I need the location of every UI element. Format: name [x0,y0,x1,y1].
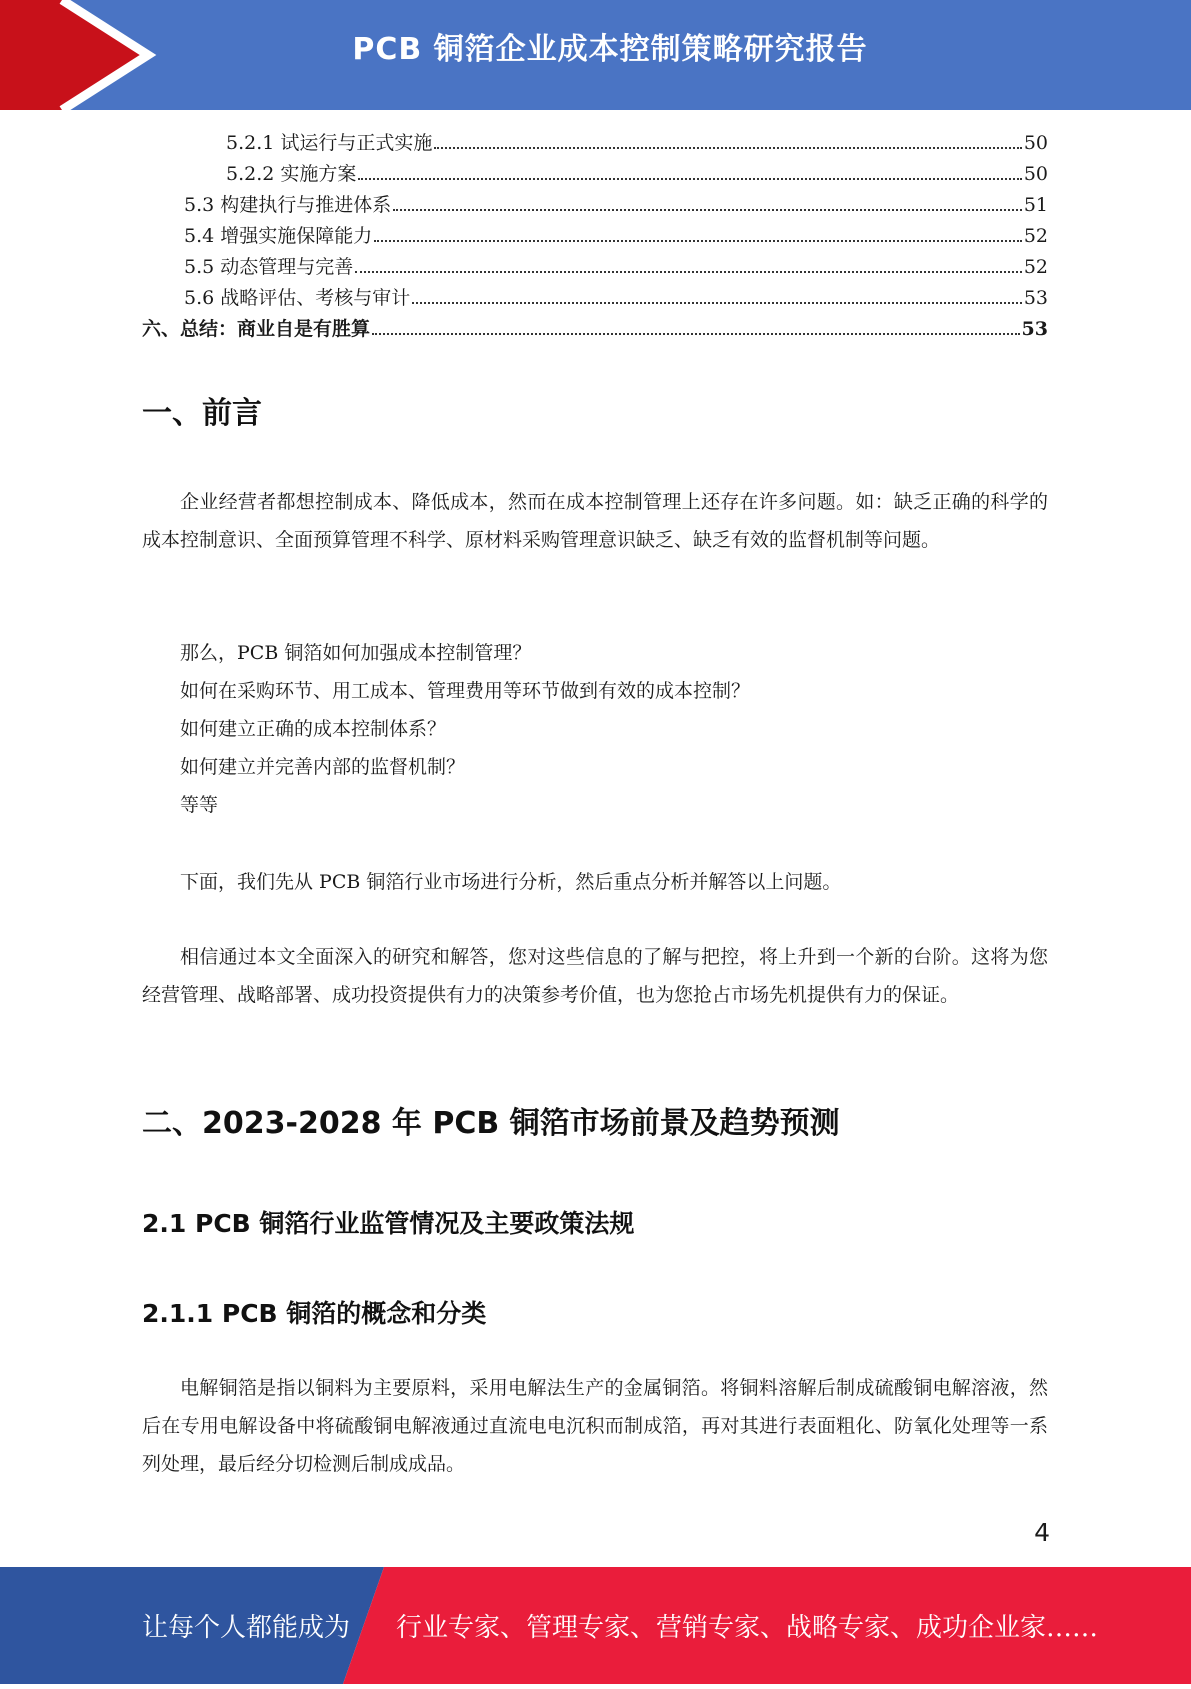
toc-leader-dots [358,178,1021,180]
toc-entry[interactable] [142,221,1048,252]
toc-entry-title: 六、总结：商业自是有胜算 [142,318,371,340]
page-footer [0,1567,1191,1684]
page-number: 4 [1034,1518,1050,1547]
toc-entry-page: 53 [1021,318,1048,340]
toc-entry-title: 5.2.1 试运行与正式实施 [226,132,433,154]
question-list [142,634,1048,824]
toc-leader-dots [393,209,1022,211]
toc-entry-page: 53 [1023,287,1048,309]
footer-slogan-left: 让每个人都能成为 [142,1613,351,1643]
toc-entry-title: 5.6 战略评估、考核与审计 [184,287,411,309]
toc-leader-dots [374,240,1022,242]
subsection-heading: 2.1.1 PCB 铜箔的概念和分类 [142,1299,487,1328]
toc-entry[interactable] [142,159,1048,190]
body-paragraph: 相信通过本文全面深入的研究和解答，您对这些信息的了解与把控，将上升到一个新的台阶。这将为您经营管理、战略部署、成功投资提供有力的决策参考价值，也为您抢占市场先机提供有力的保证。 [142,946,1048,1006]
toc-entry-page: 50 [1023,163,1048,185]
body-paragraph: 下面，我们先从 PCB 铜箔行业市场进行分析，然后重点分析并解答以上问题。 [180,871,842,893]
toc-entry-title: 5.3 构建执行与推进体系 [184,194,392,216]
header-title: PCB 铜箔企业成本控制策略研究报告 [352,32,868,67]
section-heading: 一、前言 [142,396,262,431]
toc-entry[interactable] [142,190,1048,221]
toc-entry-title: 5.4 增强实施保障能力 [184,225,373,247]
page-header [0,0,1191,110]
toc-entry[interactable] [142,283,1048,314]
table-of-contents [142,128,1048,345]
footer-slogan-right: 行业专家、管理专家、营销专家、战略专家、成功企业家…… [396,1613,1099,1643]
body-paragraph: 企业经营者都想控制成本、降低成本，然而在成本控制管理上还存在许多问题。如：缺乏正确的科学的成本控制意识、全面预算管理不科学、原材料采购管理意识缺乏、缺乏有效的监督机制等问题。 [142,491,1048,551]
toc-entry-title: 5.5 动态管理与完善 [184,256,354,278]
toc-entry-page: 52 [1023,225,1048,247]
toc-entry-title: 5.2.2 实施方案 [226,163,357,185]
question-line: 等等 [180,794,219,816]
toc-leader-dots [372,333,1020,335]
body-paragraph: 电解铜箔是指以铜料为主要原料，采用电解法生产的金属铜箔。将铜料溶解后制成硫酸铜电解溶液，然后在专用电解设备中将硫酸铜电解液通过直流电电沉积而制成箔，再对其进行表面粗化、防氧化处理等一系列处理，最后经分切检测后制成成品。 [142,1377,1048,1475]
toc-entry-page: 50 [1023,132,1048,154]
toc-entry-page: 51 [1023,194,1048,216]
toc-leader-dots [355,271,1022,273]
toc-leader-dots [434,147,1021,149]
subsection-heading: 2.1 PCB 铜箔行业监管情况及主要政策法规 [142,1209,635,1238]
question-line: 如何建立正确的成本控制体系？ [180,718,447,740]
toc-entry[interactable] [142,128,1048,159]
toc-entry[interactable] [142,314,1048,345]
question-line: 如何在采购环节、用工成本、管理费用等环节做到有效的成本控制？ [180,680,751,702]
question-line: 那么，PCB 铜箔如何加强成本控制管理？ [180,642,532,664]
toc-leader-dots [412,302,1022,304]
toc-entry[interactable] [142,252,1048,283]
section-heading: 二、2023-2028 年 PCB 铜箔市场前景及趋势预测 [142,1106,840,1141]
toc-entry-page: 52 [1023,256,1048,278]
question-line: 如何建立并完善内部的监督机制？ [180,756,466,778]
